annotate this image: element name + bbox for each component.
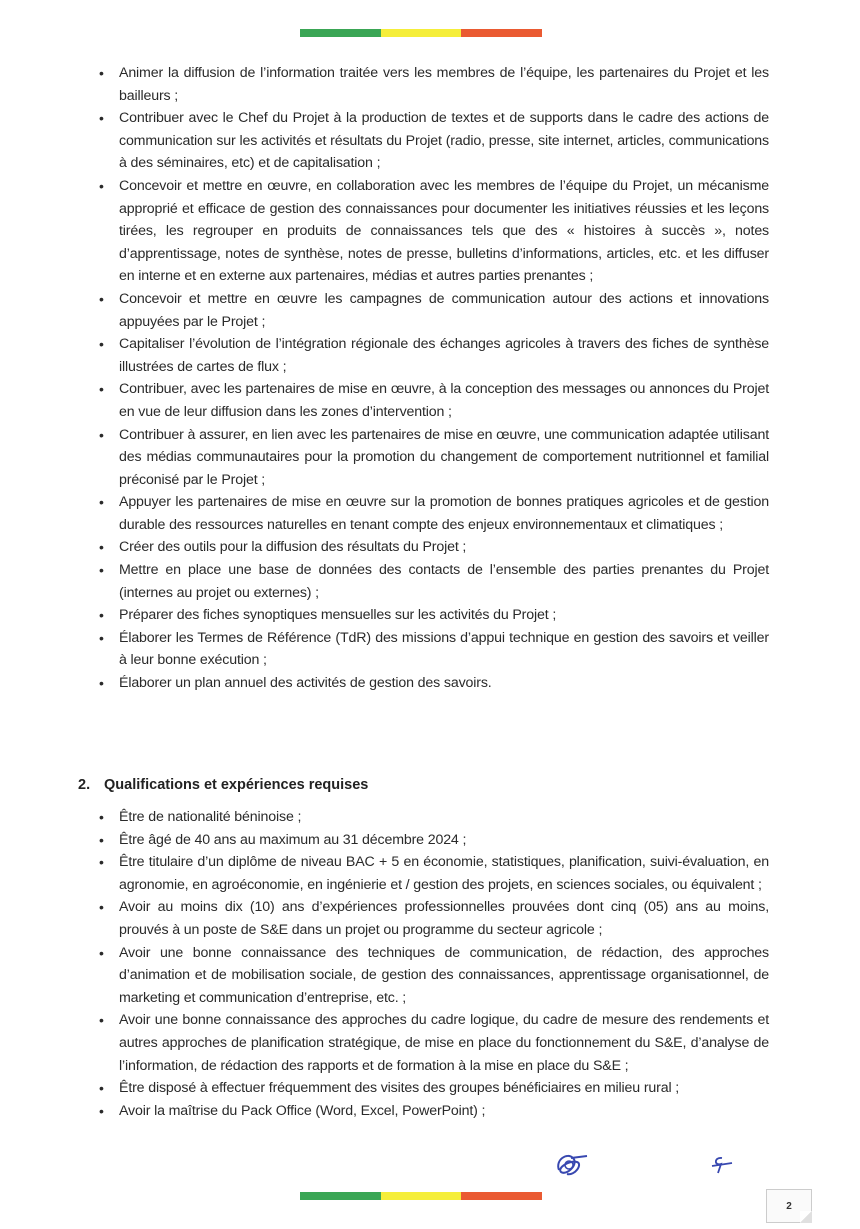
bullet-icon: • <box>99 607 104 624</box>
list-item-text: Appuyer les partenaires de mise en œuvre sur la promotion de bonnes pratiques agricoles et de gestion durable des ressources naturelles en tenant compte des enjeux environnementaux et climatiques ; <box>119 494 769 533</box>
list-item <box>99 896 769 941</box>
list-item-text: Élaborer un plan annuel des activités de gestion des savoirs. <box>119 675 492 692</box>
bullet-icon: • <box>99 381 104 398</box>
flag-yellow-stripe <box>381 1192 462 1200</box>
bullet-icon: • <box>99 854 104 871</box>
qualifications-list <box>99 806 769 1122</box>
header-flag-bar <box>300 29 542 37</box>
list-item <box>99 107 769 175</box>
list-item <box>99 333 769 378</box>
list-item-text: Concevoir et mettre en œuvre, en collaboration avec les membres de l’équipe du Projet, un mécanisme approprié et efficace de gestion des connaissances pour documenter les initiatives réussies et les leçons tirées, les regrouper en produits de connaissances tels que des « histoires à succès », notes d’apprentissage, notes de synthèse, notes de presse, bulletins d’informations, articles, etc. et les diffuser en interne et en externe aux partenaires, médias et autres parties prenantes ; <box>119 177 769 285</box>
signature-initials-icon <box>553 1150 593 1185</box>
bullet-icon: • <box>99 426 104 443</box>
list-item <box>99 378 769 423</box>
list-item <box>99 672 769 695</box>
bullet-icon: • <box>99 65 104 81</box>
list-item <box>99 175 769 288</box>
section-heading <box>78 777 368 793</box>
bullet-icon: • <box>99 562 104 579</box>
list-item-text: Concevoir et mettre en œuvre les campagnes de communication autour des actions et innovations appuyées par le Projet ; <box>119 290 769 330</box>
list-item-text: Avoir une bonne connaissance des approches du cadre logique, du cadre de mesure des rendements et autres approches de planification stratégique, de mise en place du fonctionnement du S&E, d’analyse de l’information, de rédaction des rapports et de formation à la mise en place du S&E ; <box>119 1012 769 1074</box>
flag-red-stripe <box>461 29 542 37</box>
list-item <box>99 491 769 536</box>
list-item <box>99 536 769 559</box>
bullet-icon: • <box>99 899 104 916</box>
list-item <box>99 1100 769 1123</box>
list-item-text: Contribuer à assurer, en lien avec les partenaires de mise en œuvre, une communication adaptée utilisant des médias communautaires pour la promotion du changement de comportement nutritionnel et familial préconisé par le Projet ; <box>119 426 769 488</box>
bullet-icon: • <box>99 290 104 307</box>
list-item <box>99 604 769 627</box>
bullet-icon: • <box>99 1080 104 1097</box>
list-item <box>99 942 769 1010</box>
list-item-text: Capitaliser l’évolution de l’intégration régionale des échanges agricoles à travers des fiches de synthèse illustrées de cartes de flux ; <box>119 336 769 375</box>
list-item <box>99 1009 769 1077</box>
flag-red-stripe <box>461 1192 542 1200</box>
page-number-box <box>766 1189 812 1223</box>
page-number: 2 <box>786 1200 792 1212</box>
flag-green-stripe <box>300 29 381 37</box>
list-item-text: Contribuer, avec les partenaires de mise en œuvre, à la conception des messages ou annonces du Projet en vue de leur diffusion dans les zones d’intervention ; <box>119 381 769 420</box>
flag-yellow-stripe <box>381 29 462 37</box>
list-item-text: Être disposé à effectuer fréquemment des visites des groupes bénéficiaires en milieu rural ; <box>119 1080 680 1097</box>
list-item <box>99 559 769 604</box>
footer-flag-bar <box>300 1192 542 1200</box>
section-title: Qualifications et expériences requises <box>104 777 369 793</box>
list-item-text: Avoir une bonne connaissance des techniques de communication, de rédaction, des approches d’animation et de mobilisation sociale, de gestion des connaissances, apprentissage organisationnel, de marketing et communication d’entreprise, etc. ; <box>119 944 769 1006</box>
bullet-icon: • <box>99 110 104 127</box>
list-item-text: Avoir la maîtrise du Pack Office (Word, Excel, PowerPoint) ; <box>119 1102 486 1119</box>
bullet-icon: • <box>99 494 104 511</box>
bullet-icon: • <box>99 629 104 646</box>
list-item-text: Avoir au moins dix (10) ans d’expériences professionnelles prouvées dont cinq (05) ans au moins, prouvés à un poste de S&E dans un projet ou programme du secteur agricole ; <box>119 899 769 938</box>
list-item-text: Créer des outils pour la diffusion des résultats du Projet ; <box>119 539 467 556</box>
bullet-icon: • <box>99 539 104 556</box>
list-item-text: Contribuer avec le Chef du Projet à la production de textes et de supports dans le cadre des actions de communication sur les activités et résultats du Projet (radio, presse, site internet, articles, communications à des séminaires, etc) et de capitalisation ; <box>119 110 769 172</box>
list-item <box>99 62 769 107</box>
responsibilities-list <box>99 62 769 695</box>
list-item-text: Mettre en place une base de données des contacts de l’ensemble des parties prenantes du Projet (internes au projet ou externes) ; <box>119 562 769 601</box>
bullet-icon: • <box>99 944 104 961</box>
list-item <box>99 806 769 829</box>
bullet-icon: • <box>99 336 104 353</box>
bullet-icon: • <box>99 675 104 692</box>
list-item-text: Élaborer les Termes de Référence (TdR) des missions d’appui technique en gestion des savoirs et veiller à leur bonne exécution ; <box>119 629 769 669</box>
list-item <box>99 829 769 852</box>
bullet-icon: • <box>99 831 104 848</box>
bullet-icon: • <box>99 809 104 825</box>
bullet-icon: • <box>99 1012 104 1029</box>
list-item <box>99 1077 769 1100</box>
bullet-icon: • <box>99 177 104 194</box>
list-item <box>99 424 769 492</box>
list-item <box>99 851 769 896</box>
list-item-text: Préparer des fiches synoptiques mensuelles sur les activités du Projet ; <box>119 607 557 624</box>
list-item-text: Être âgé de 40 ans au maximum au 31 décembre 2024 ; <box>119 831 467 848</box>
bullet-icon: • <box>99 1102 104 1119</box>
list-item-text: Être titulaire d’un diplôme de niveau BAC + 5 en économie, statistiques, planification, suivi-évaluation, en agronomie, en agroéconomie, en ingénierie et / gestion des projets, en sciences sociales, ou équivalent ; <box>119 854 769 893</box>
list-item-text: Être de nationalité béninoise ; <box>119 809 302 825</box>
list-item <box>99 288 769 333</box>
list-item <box>99 627 769 672</box>
flag-green-stripe <box>300 1192 381 1200</box>
list-item-text: Animer la diffusion de l’information traitée vers les membres de l’équipe, les partenaires du Projet et les bailleurs ; <box>119 65 769 104</box>
section-number: 2. <box>78 777 91 793</box>
page-curl-icon <box>800 1211 812 1223</box>
handwritten-mark <box>706 1155 736 1180</box>
